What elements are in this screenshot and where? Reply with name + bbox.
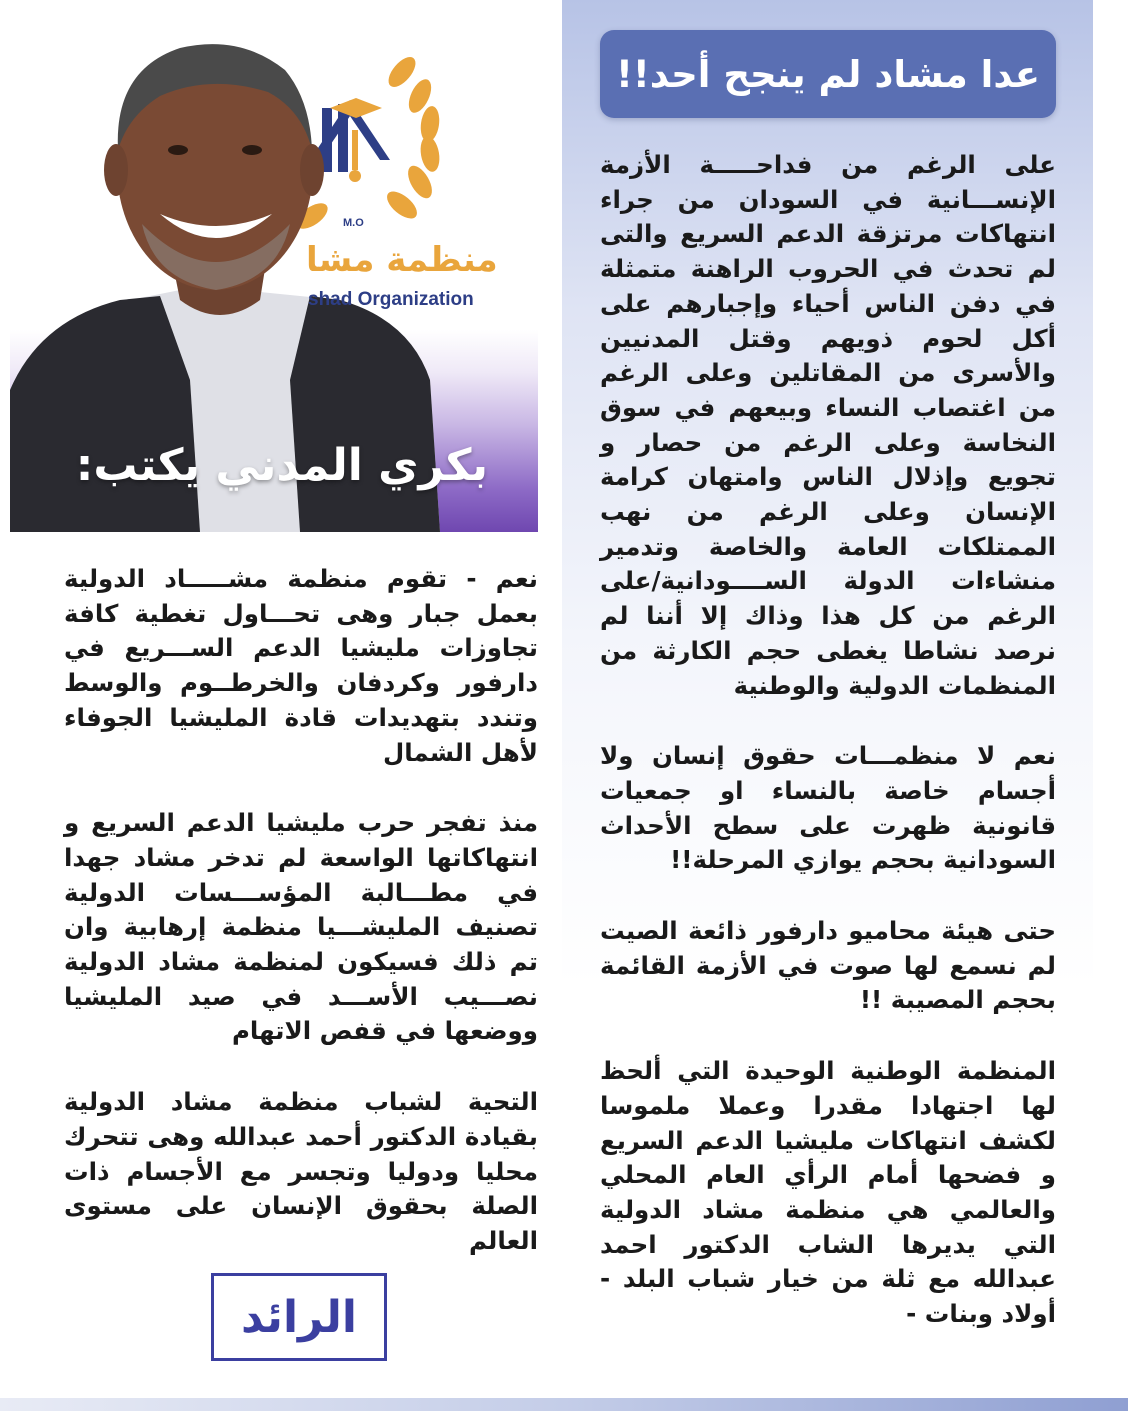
bottom-accent-bar [0, 1398, 1128, 1411]
right-column-article [600, 148, 1056, 1332]
paragraph: حتى هيئة محاميو دارفور ذائعة الصيت لم نسمع لها صوت في الأزمة القائمة بحجم المصيبة !! [600, 916, 1056, 1015]
paragraph: على الرغم من فداحـــــة الأزمة الإنســـانية في السودان من جراء انتهاكات مرتزقة الدعم السريع والتى لم تحدث في الحروب الراهنة متمثلة في دفن الناس أحياء وإجبارهم على أكل لحوم ذويهم وقتل المدنيين والأسرى من المقاتلين وعلى الرغم من اغتصاب النساء وبيعهم في سوق النخاسة وعلى الرغم من حصار و تجويع وإذلال الناس وامتهان كرامة الإنسان وعلى الرغم من نهب الممتلكات العامة والخاصة وتدمير منشاءات الدولة الســــودانية/على الرغم من كل هذا وذاك إلا أننا لم نرصد نشاطا يغطى حجم الكارثة من المنظمات الدولية والوطنية [600, 150, 1056, 700]
page-title: عدا مشاد لم ينجح أحد!! [615, 52, 1040, 96]
organization-name-english: shad Organization [308, 289, 474, 310]
paragraph: نعم - تقوم منظمة مشـــــاد الدولية بعمل جبار وهى تحـــاول تغطية كافة تجاوزات مليشيا الدعم الســـريع في دارفور وكردفان والخرطــوم والوسط وتندد بتهديدات قادة المليشيا الجوفاء لأهل الشمال [64, 564, 538, 767]
paragraph: التحية لشباب منظمة مشاد الدولية بقيادة الدكتور أحمد عبدالله وهى تتحرك محليا ودوليا وتجسر مع الأجسام ذات الصلة بحقوق الإنسان على مستوى العالم [64, 1087, 538, 1255]
paragraph: المنظمة الوطنية الوحيدة التي ألحظ لها اجتهادا مقدرا وعملا ملموسا لكشف انتهاكات مليشيا الدعم السريع و فضحها أمام الرأي العام المحلي والعالمي هي منظمة مشاد الدولية التي يديرها الشاب الدكتور احمد عبدالله مع ثلة من خيار شباب البلد - أولاد وبنات - [600, 1056, 1056, 1329]
hero-image [10, 0, 538, 532]
publisher-stamp [211, 1273, 387, 1361]
title-banner [600, 30, 1056, 118]
author-caption: بكري المدني يكتب: [75, 440, 488, 491]
organization-name-arabic: منظمة مشا [306, 240, 498, 280]
paragraph: منذ تفجر حرب مليشيا الدعم السريع و انتهاكاتها الواسعة لم تدخر مشاد جهدا في مطـــالبة المؤســـسات الدولية تصنيف المليشـــيا منظمة إرهابية وان تم ذلك فسيكون لمنظمة مشاد الدولية نصـــيب الأســـد في صيد المليشيا ووضعها في قفص الاتهام [64, 808, 538, 1046]
paragraph: نعم لا منظمـــات حقوق إنسان ولا أجسام خاصة بالنساء او جمعيات قانونية ظهرت على سطح الأحداث السودانية بحجم يوازي المرحلة!! [600, 741, 1056, 875]
left-column-article [64, 562, 538, 1259]
vest-shape [10, 296, 200, 532]
logo-initials: M.O [343, 217, 364, 229]
publisher-name: الرائد [241, 1291, 357, 1343]
